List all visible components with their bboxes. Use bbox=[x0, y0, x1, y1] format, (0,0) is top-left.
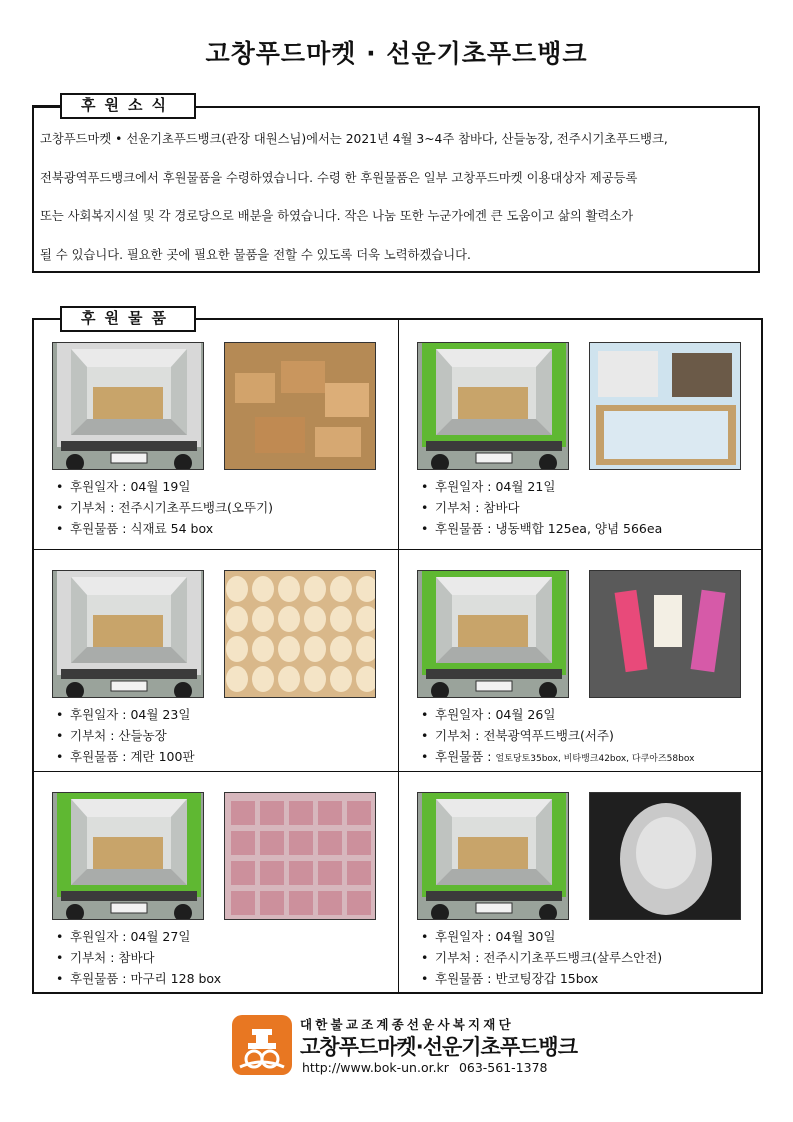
donation-goods-label: 후원물품 : bbox=[70, 749, 131, 764]
donation-goods-row bbox=[54, 968, 221, 989]
donation-donor: 기부처 : 전북광역푸드뱅크(서주) bbox=[435, 728, 614, 743]
truck-photo bbox=[417, 792, 569, 920]
donation-goods: 식재료 54 box bbox=[130, 521, 214, 536]
bullet-icon: • bbox=[421, 950, 429, 965]
bullet-icon: • bbox=[56, 728, 64, 743]
bullet-icon: • bbox=[421, 500, 429, 515]
donation-item bbox=[32, 320, 396, 545]
donation-date-row bbox=[54, 704, 195, 725]
donation-item bbox=[32, 770, 396, 995]
truck-photo bbox=[52, 342, 204, 470]
footer-phone: 063-561-1378 bbox=[458, 1060, 548, 1075]
news-box bbox=[32, 106, 760, 273]
donation-date: 후원일자 : 04월 23일 bbox=[70, 707, 191, 722]
donation-item bbox=[32, 548, 396, 773]
news-line: 또는 사회복지시설 및 각 경로당으로 배분을 하였습니다. 작은 나눔 또한 누군가에겐 큰 도움이고 삶의 활력소가 bbox=[40, 209, 634, 223]
bullet-icon: • bbox=[421, 971, 429, 986]
truck-photo bbox=[417, 570, 569, 698]
footer-contact bbox=[302, 1060, 548, 1075]
donation-donor: 기부처 : 전주시기초푸드뱅크(살루스안전) bbox=[435, 950, 663, 965]
donation-date: 후원일자 : 04월 19일 bbox=[70, 479, 191, 494]
donation-goods-label: 후원물품 : bbox=[435, 521, 496, 536]
donation-goods-label: 후원물품 : bbox=[435, 749, 496, 764]
bullet-icon: • bbox=[421, 479, 429, 494]
donation-info bbox=[419, 476, 662, 539]
bullet-icon: • bbox=[421, 521, 429, 536]
footer-name: 고창푸드마켓·선운기초푸드뱅크 bbox=[300, 1035, 577, 1059]
bullet-icon: • bbox=[421, 728, 429, 743]
bullet-icon: • bbox=[56, 500, 64, 515]
donation-date-row bbox=[419, 476, 662, 497]
donation-goods: 반코팅장갑 15box bbox=[495, 971, 599, 986]
donation-donor-row bbox=[419, 947, 662, 968]
items-heading: 후원물품 bbox=[60, 306, 196, 332]
donation-goods-label: 후원물품 : bbox=[70, 971, 131, 986]
goods-photo bbox=[589, 570, 741, 698]
news-line: 될 수 있습니다. 필요한 곳에 필요한 물품을 전할 수 있도록 더욱 노력하겠습니다. bbox=[40, 247, 471, 262]
donation-date: 후원일자 : 04월 21일 bbox=[435, 479, 556, 494]
donation-goods: 마구리 128 box bbox=[130, 971, 222, 986]
bullet-icon: • bbox=[56, 707, 64, 722]
donation-donor-row bbox=[419, 497, 662, 518]
donation-goods: 냉동백합 125ea, 양념 566ea bbox=[495, 521, 663, 536]
donation-info bbox=[54, 476, 273, 539]
truck-photo bbox=[52, 792, 204, 920]
truck-photo bbox=[52, 570, 204, 698]
news-text bbox=[40, 120, 752, 274]
bullet-icon: • bbox=[56, 521, 64, 536]
bullet-icon: • bbox=[56, 971, 64, 986]
donation-goods-row bbox=[419, 518, 662, 539]
goods-photo bbox=[589, 342, 741, 470]
goods-photo bbox=[589, 792, 741, 920]
donation-goods-row bbox=[54, 746, 195, 767]
donation-donor: 기부처 : 전주시기초푸드뱅크(오뚜기) bbox=[70, 500, 274, 515]
truck-photo bbox=[417, 342, 569, 470]
bullet-icon: • bbox=[421, 749, 429, 764]
donation-date: 후원일자 : 04월 30일 bbox=[435, 929, 556, 944]
donation-goods-label: 후원물품 : bbox=[435, 971, 496, 986]
news-line: 고창푸드마켓 • 선운기초푸드뱅크(관장 대원스님)에서는 2021년 4월 3~4주 참바다, 산들농장, 전주시기초푸드뱅크, bbox=[40, 132, 668, 146]
goods-photo bbox=[224, 792, 376, 920]
donation-donor-row bbox=[54, 947, 221, 968]
bullet-icon: • bbox=[56, 749, 64, 764]
donation-date-row bbox=[419, 704, 694, 725]
foundation-logo-icon bbox=[232, 1015, 292, 1075]
donation-donor-row bbox=[419, 725, 694, 746]
donation-item bbox=[397, 320, 761, 545]
donation-date-row bbox=[54, 926, 221, 947]
bullet-icon: • bbox=[421, 929, 429, 944]
donation-goods: 계란 100판 bbox=[130, 749, 195, 764]
donation-date-row bbox=[419, 926, 662, 947]
donation-donor: 기부처 : 산들농장 bbox=[70, 728, 167, 743]
donation-date-row bbox=[54, 476, 273, 497]
goods-photo bbox=[224, 342, 376, 470]
bullet-icon: • bbox=[56, 479, 64, 494]
bullet-icon: • bbox=[56, 929, 64, 944]
donation-donor: 기부처 : 참바다 bbox=[70, 950, 155, 965]
footer bbox=[232, 1013, 577, 1081]
donation-info bbox=[54, 926, 221, 989]
news-line: 전북광역푸드뱅크에서 후원물품을 수령하였습니다. 수령 한 후원물품은 일부 고창푸드마켓 이용대상자 제공등록 bbox=[40, 170, 638, 185]
donation-info bbox=[54, 704, 195, 767]
bullet-icon: • bbox=[421, 707, 429, 722]
news-heading: 후원소식 bbox=[60, 93, 196, 119]
page-title: 고창푸드마켓 · 선운기초푸드뱅크 bbox=[205, 39, 588, 68]
footer-url[interactable]: http://www.bok-un.or.kr bbox=[302, 1060, 449, 1075]
donation-donor-row bbox=[54, 725, 195, 746]
bullet-icon: • bbox=[56, 950, 64, 965]
donation-goods-row bbox=[419, 968, 662, 989]
donation-info bbox=[419, 704, 694, 770]
donation-item bbox=[397, 770, 761, 995]
goods-photo bbox=[224, 570, 376, 698]
donation-item bbox=[397, 548, 761, 773]
donation-donor-row bbox=[54, 497, 273, 518]
donation-goods: 얼토당토35box, 비타뱅크42box, 다쿠아즈58box bbox=[495, 754, 695, 764]
donation-goods-row bbox=[54, 518, 273, 539]
donation-info bbox=[419, 926, 662, 989]
footer-org: 대한불교조계종선운사복지재단 bbox=[300, 1017, 514, 1032]
donation-date: 후원일자 : 04월 27일 bbox=[70, 929, 191, 944]
donation-donor: 기부처 : 참바다 bbox=[435, 500, 520, 515]
donation-goods-label: 후원물품 : bbox=[70, 521, 131, 536]
donation-goods-row bbox=[419, 746, 694, 770]
donation-date: 후원일자 : 04월 26일 bbox=[435, 707, 556, 722]
